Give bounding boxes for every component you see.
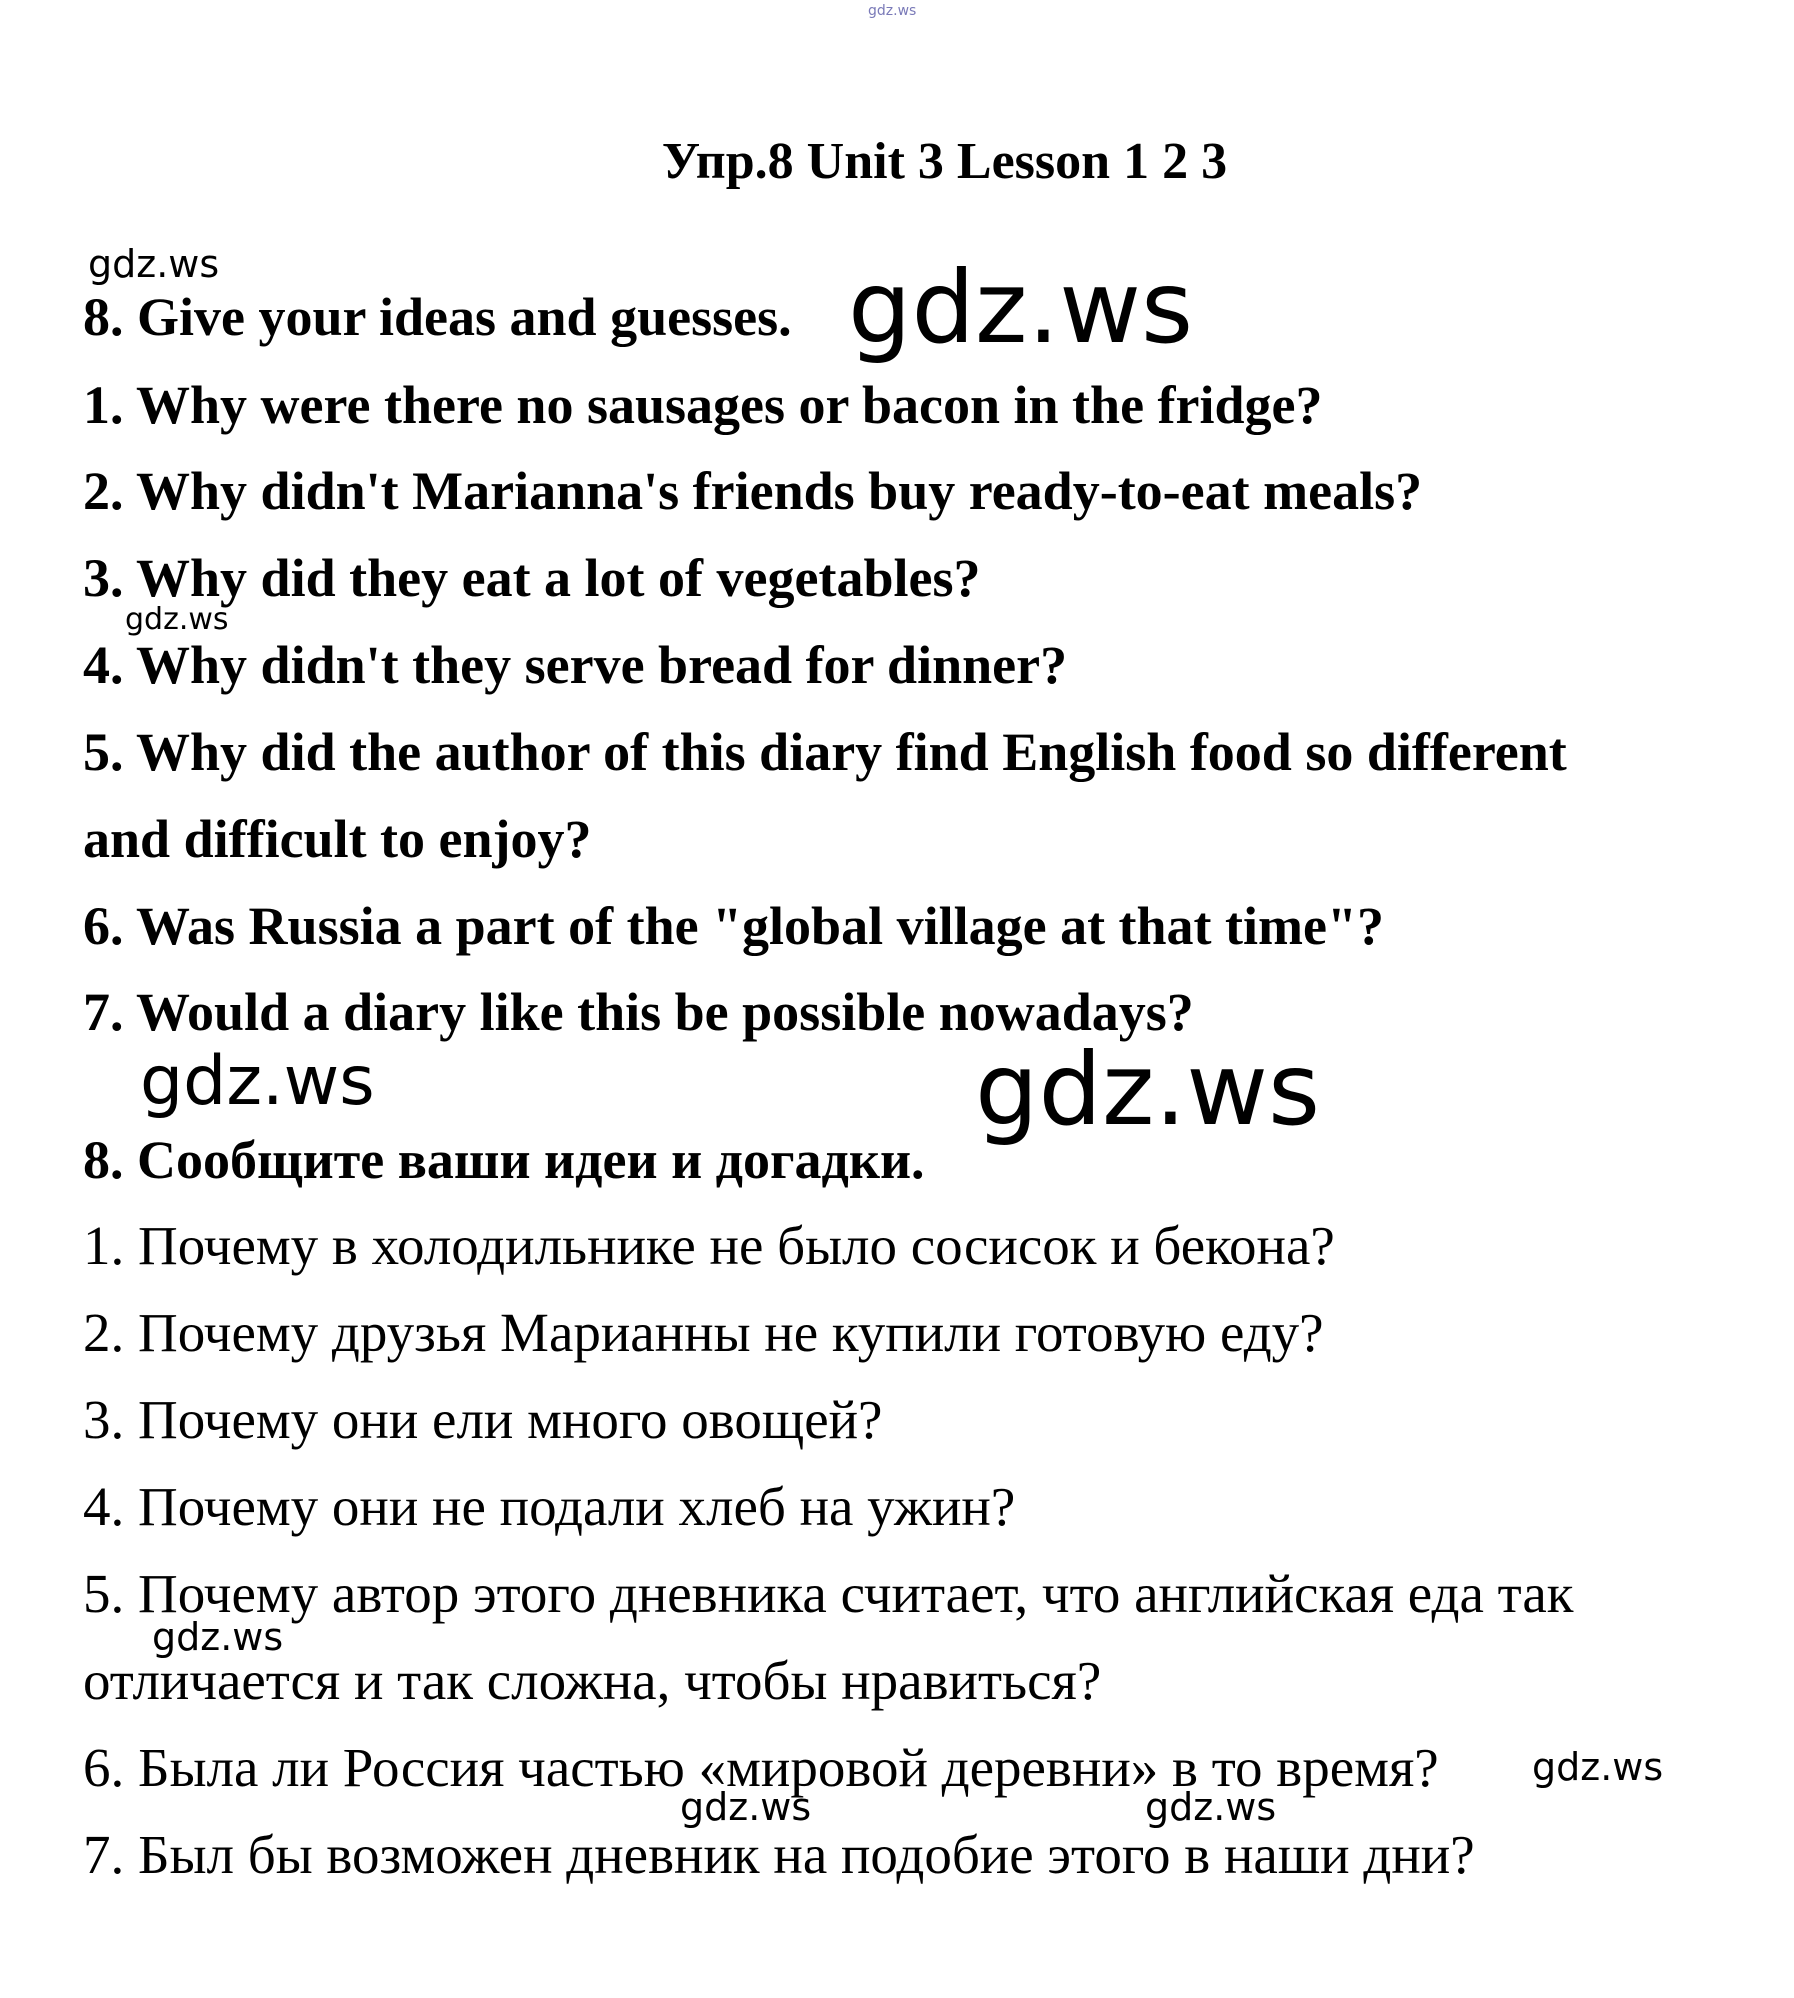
english-question-1: 1. Why were there no sausages or bacon in the fridge? xyxy=(83,375,1323,435)
russian-question-2: 2. Почему друзья Марианны не купили готовую еду? xyxy=(83,1302,1324,1363)
russian-question-7: 7. Был бы возможен дневник на подобие этого в наши дни? xyxy=(83,1824,1475,1885)
english-question-5-cont: and difficult to enjoy? xyxy=(83,809,592,869)
russian-question-1: 1. Почему в холодильнике не было сосисок и бекона? xyxy=(83,1215,1335,1276)
watermark-small: gdz.ws xyxy=(680,1785,812,1829)
english-question-5: 5. Why did the author of this diary find English food so different xyxy=(83,722,1567,782)
watermark-small: gdz.ws xyxy=(88,242,220,286)
watermark-small: gdz.ws xyxy=(152,1615,284,1659)
page-title: Упр.8 Unit 3 Lesson 1 2 3 xyxy=(661,133,1228,190)
watermark-large: gdz.ws xyxy=(848,249,1194,366)
watermark-medium: gdz.ws xyxy=(140,1042,375,1121)
russian-question-3: 3. Почему они ели много овощей? xyxy=(83,1389,883,1450)
watermark-small: gdz.ws xyxy=(125,602,229,637)
watermark-small: gdz.ws xyxy=(1532,1745,1664,1789)
watermark-top: gdz.ws xyxy=(868,3,917,19)
russian-question-5-cont: отличается и так сложна, чтобы нравиться? xyxy=(83,1650,1102,1711)
russian-question-4: 4. Почему они не подали хлеб на ужин? xyxy=(83,1476,1016,1537)
english-question-6: 6. Was Russia a part of the "global village at that time"? xyxy=(83,896,1384,956)
english-question-2: 2. Why didn't Marianna's friends buy ready-to-eat meals? xyxy=(83,461,1423,521)
watermark-large: gdz.ws xyxy=(975,1031,1321,1148)
english-heading: 8. Give your ideas and guesses. xyxy=(83,287,792,347)
russian-question-6: 6. Была ли Россия частью «мировой деревни» в то время? xyxy=(83,1737,1439,1798)
russian-question-5: 5. Почему автор этого дневника считает, что английская еда так xyxy=(83,1563,1574,1624)
english-question-3: 3. Why did they eat a lot of vegetables? xyxy=(83,548,981,608)
russian-heading: 8. Сообщите ваши идеи и догадки. xyxy=(83,1130,925,1190)
english-question-7: 7. Would a diary like this be possible nowadays? xyxy=(83,982,1194,1042)
watermark-small: gdz.ws xyxy=(1145,1785,1277,1829)
english-question-4: 4. Why didn't they serve bread for dinner? xyxy=(83,635,1068,695)
